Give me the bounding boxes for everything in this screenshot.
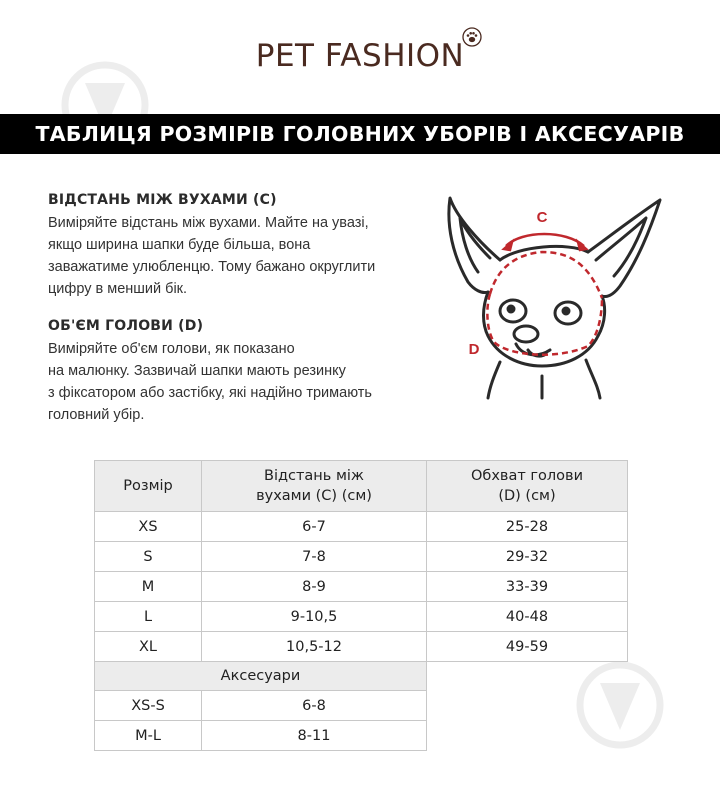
cell-ear-distance: 8-9 xyxy=(202,572,427,602)
cell-head-girth: 29-32 xyxy=(427,542,628,572)
cell-size: M xyxy=(95,572,202,602)
table-row xyxy=(95,721,628,751)
body-line: з фіксатором або застібку, які надійно тримають xyxy=(48,385,372,401)
cell-ear-distance: 10,5-12 xyxy=(202,632,427,662)
body-line: заважатиме улюбленцю. Тому бажано округлити xyxy=(48,259,376,275)
table-row xyxy=(95,542,628,572)
ear-distance-section xyxy=(48,192,408,300)
header-line: вухами (С) (см) xyxy=(256,488,372,504)
header-line: (D) (см) xyxy=(498,488,556,504)
table-row xyxy=(95,572,628,602)
cell-accessory-value: 6-8 xyxy=(202,691,427,721)
cell-ear-distance: 9-10,5 xyxy=(202,602,427,632)
table-row xyxy=(95,602,628,632)
cell-head-girth: 33-39 xyxy=(427,572,628,602)
cell-head-girth: 40-48 xyxy=(427,602,628,632)
diagram-label-c: C xyxy=(536,209,548,226)
cell-head-girth: 25-28 xyxy=(427,512,628,542)
paw-icon xyxy=(462,27,482,47)
cell-accessory-value: 8-11 xyxy=(202,721,427,751)
table-header-row xyxy=(95,461,628,512)
brand-logo-text: PET FASHION xyxy=(255,38,465,74)
table-row xyxy=(95,632,628,662)
cell-size: XL xyxy=(95,632,202,662)
blank-cell xyxy=(427,721,628,751)
column-header-head-girth xyxy=(427,461,628,512)
body-line: головний убір. xyxy=(48,407,145,423)
accessories-title: Аксесуари xyxy=(95,662,427,691)
section-body xyxy=(48,212,408,300)
header-line: Відстань між xyxy=(264,468,364,484)
body-line: якщо ширина шапки буде більша, вона xyxy=(48,237,311,253)
cell-size: XS xyxy=(95,512,202,542)
diagram-label-d: D xyxy=(468,341,480,358)
column-header-ear-distance xyxy=(202,461,427,512)
body-line: Виміряйте об'єм голови, як показано xyxy=(48,341,295,357)
cell-size: L xyxy=(95,602,202,632)
cell-head-girth: 49-59 xyxy=(427,632,628,662)
blank-cell xyxy=(427,662,628,691)
section-title: ОБ'ЄМ ГОЛОВИ (D) xyxy=(48,318,204,334)
dog-measurement-diagram xyxy=(438,186,668,401)
column-header-size xyxy=(95,461,202,512)
body-line: на малюнку. Зазвичай шапки мають резинку xyxy=(48,363,346,379)
header-line: Розмір xyxy=(123,478,173,494)
table-row xyxy=(95,512,628,542)
table-row xyxy=(95,691,628,721)
cell-size: M-L xyxy=(95,721,202,751)
body-line: цифру в менший бік. xyxy=(48,281,188,297)
cell-size: S xyxy=(95,542,202,572)
size-table xyxy=(94,460,628,751)
head-volume-section xyxy=(48,318,408,426)
accessories-header-row xyxy=(95,662,628,691)
cell-ear-distance: 7-8 xyxy=(202,542,427,572)
blank-cell xyxy=(427,691,628,721)
page-title-banner: ТАБЛИЦЯ РОЗМІРІВ ГОЛОВНИХ УБОРІВ І АКСЕСУАРІВ xyxy=(0,114,720,154)
body-line: Виміряйте відстань між вухами. Майте на увазі, xyxy=(48,215,369,231)
header-line: Обхват голови xyxy=(470,468,584,484)
section-body xyxy=(48,338,408,426)
cell-size: XS-S xyxy=(95,691,202,721)
cell-ear-distance: 6-7 xyxy=(202,512,427,542)
section-title: ВІДСТАНЬ МІЖ ВУХАМИ (С) xyxy=(48,192,277,208)
